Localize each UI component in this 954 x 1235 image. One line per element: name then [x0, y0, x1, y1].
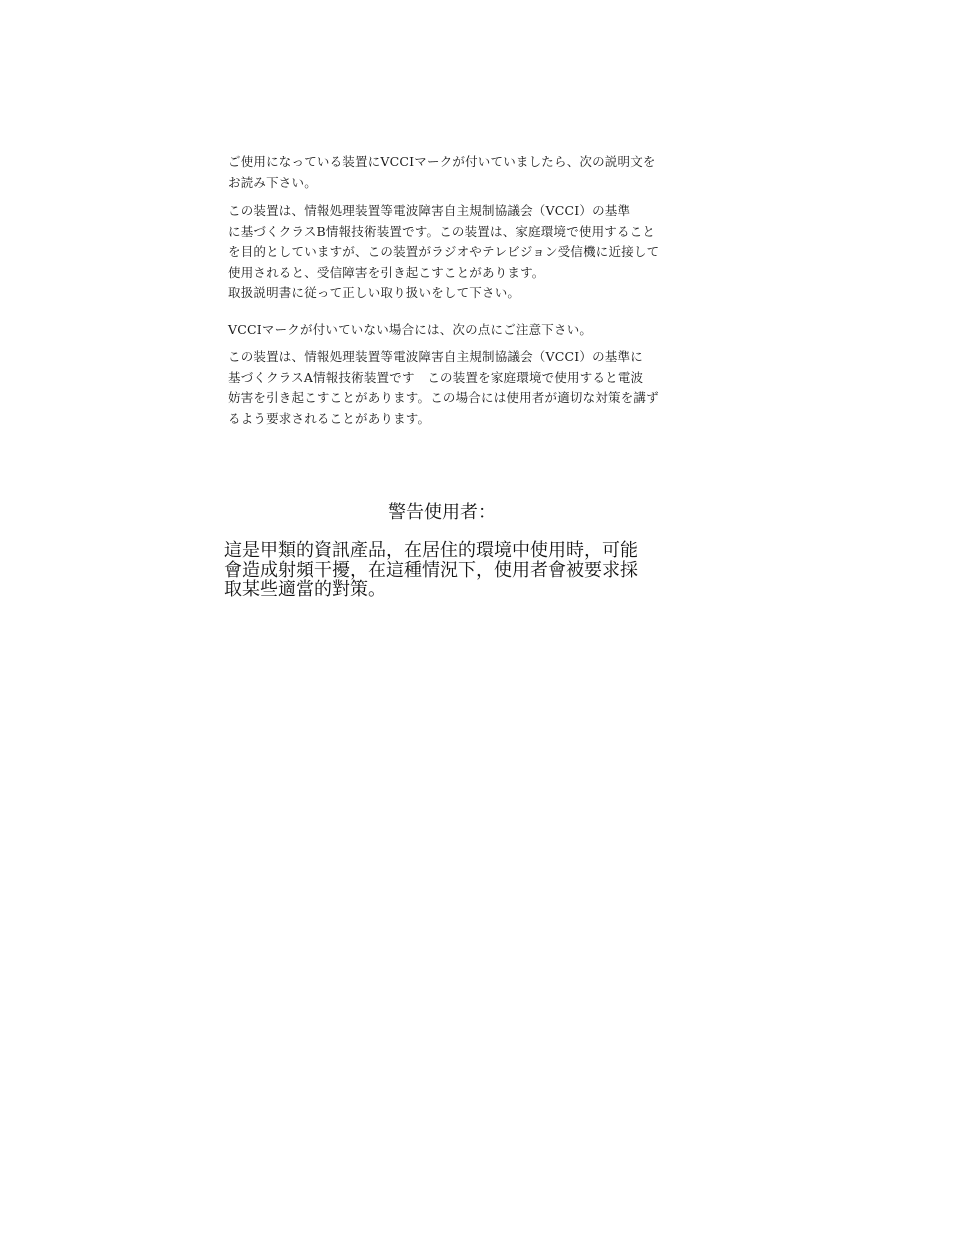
- text-line: 會造成射頻干擾，在這種情況下，使用者會被要求採: [224, 559, 638, 581]
- text-line: この装置は、情報処理装置等電波障害自主規制協議会（VCCI）の基準: [228, 203, 631, 218]
- text-line: に基づくクラスB情報技術装置です。この装置は、家庭環境で使用すること: [228, 223, 656, 239]
- text-line: VCCIマークが付いていない場合には、次の点にご注意下さい。: [228, 322, 593, 337]
- text-line: 基づくクラスA情報技術装置です この装置を家庭環境で使用すると電波: [228, 369, 644, 385]
- text-line: 妨害を引き起こすことがあります。この場合には使用者が適切な対策を講ず: [228, 390, 659, 405]
- taiwan-warning-heading: 警告使用者：: [388, 502, 496, 523]
- vcci-no-mark-paragraph: [228, 320, 700, 341]
- text-line: るよう要求されることがあります。: [228, 410, 431, 426]
- text-line: お読み下さい。: [228, 174, 317, 190]
- text-line: この装置は、情報処理装置等電波障害自主規制協議会（VCCI）の基準に: [228, 349, 643, 364]
- text-line: 這是甲類的資訊產品，在居住的環境中使用時，可能: [224, 540, 638, 561]
- vcci-class-a-paragraph: [228, 347, 700, 429]
- text-line: を目的としていますが、この装置がラジオやテレビジョン受信機に近接して: [228, 244, 660, 259]
- text-line: ご使用になっている装置にVCCIマークが付いていましたら、次の説明文を: [228, 154, 656, 169]
- text-line: 取扱説明書に従って正しい取り扱いをして下さい。: [228, 285, 521, 300]
- text-line: 取某些適當的對策。: [224, 579, 386, 600]
- text-line: 使用されると、受信障害を引き起こすことがあります。: [228, 264, 545, 280]
- vcci-class-b-paragraph: [228, 201, 700, 304]
- taiwan-warning-body: [224, 541, 664, 600]
- vcci-intro-paragraph: [228, 152, 700, 193]
